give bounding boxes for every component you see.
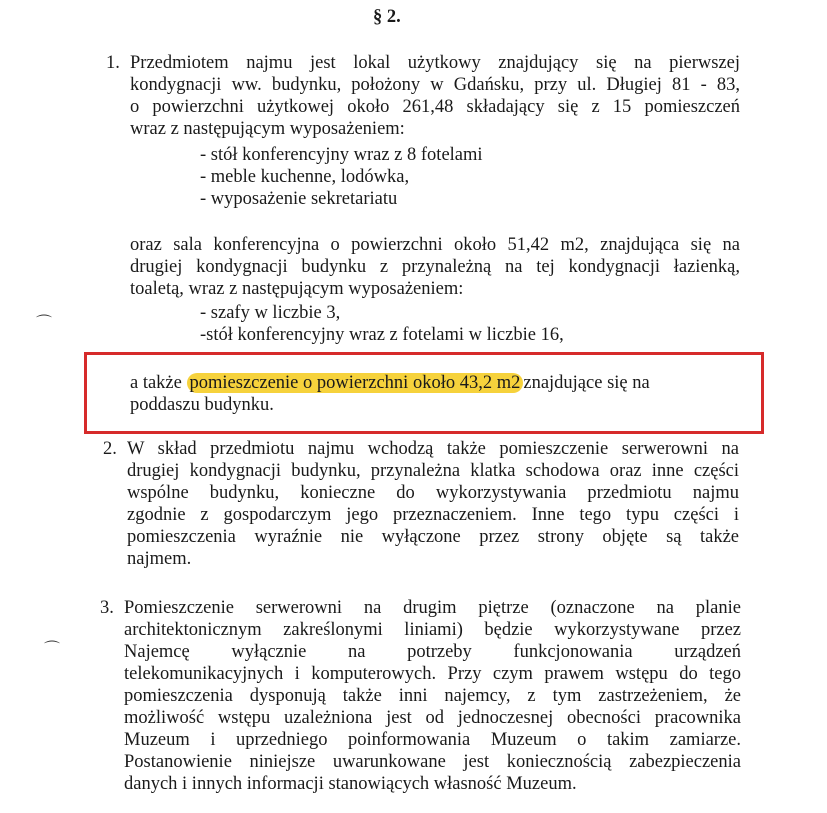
list-item: - szafy w liczbie 3, <box>200 303 341 323</box>
paragraph-2 <box>127 438 739 570</box>
paragraph-2-number: 2. <box>103 439 117 459</box>
paragraph-1-line: o powierzchni użytkowej około 261,48 składający się z 15 pomieszczeń <box>130 97 740 117</box>
list-item: - wyposażenie sekretariatu <box>200 189 398 209</box>
list-item: - meble kuchenne, lodówka, <box>200 167 410 187</box>
equipment-list-2 <box>200 302 564 346</box>
paragraph-3-number: 3. <box>100 598 114 618</box>
paragraph-2-line: W skład przedmiotu najmu wchodzą także pomieszczenie serwerowni na <box>127 439 739 459</box>
equipment-list <box>200 144 483 210</box>
highlight-line-2: poddaszu budynku. <box>130 395 274 415</box>
paragraph-1-line: Przedmiotem najmu jest lokal użytkowy znajdujący się na pierwszej <box>130 53 740 73</box>
paragraph-1-number: 1. <box>106 53 120 73</box>
paragraph-1-line: toaletą, wraz z następującym wyposażeniem: <box>130 279 464 299</box>
paragraph-2-line: zgodnie z gospodarczym jego przeznaczeniem. Inne tego typu części i <box>127 505 739 525</box>
paragraph-1-line: wraz z następującym wyposażeniem: <box>130 119 405 139</box>
paragraph-2-line: drugiej kondygnacji budynku, przynależna klatka schodowa oraz inne części <box>127 461 739 481</box>
paragraph-1-line: kondygnacji ww. budynku, położony w Gdańsku, przy ul. Długiej 81 - 83, <box>130 75 740 95</box>
paragraph-3-line: danych i innych informacji stanowiących własność Muzeum. <box>124 774 577 794</box>
list-item: - stół konferencyjny wraz z 8 fotelami <box>200 145 483 165</box>
paragraph-3-line: Muzeum i uprzedniego poinformowania Muzeum o takim zamiarze. <box>124 730 741 750</box>
paragraph-1-line: oraz sala konferencyjna o powierzchni około 51,42 m2, znajdująca się na <box>130 235 740 255</box>
paragraph-3-line: telekomunikacyjnych i komputerowych. Przy czym prawem wstępu do tego <box>124 664 741 684</box>
highlighted-text: pomieszczenie o powierzchni około 43,2 m2 <box>187 373 524 393</box>
paragraph-2-line: wspólne budynku, konieczne do wykorzystywania przedmiotu najmu <box>127 483 739 503</box>
paragraph-3-line: możliwość wstępu uzależniona jest od jednoczesnej obecności pracownika <box>124 708 741 728</box>
paragraph-3-line: architektonicznym zakreślonymi liniami) będzie wykorzystywane przez <box>124 620 741 640</box>
paragraph-1-line: drugiej kondygnacji budynku z przynależną na tej kondygnacji łazienką, <box>130 257 740 277</box>
section-heading: § 2. <box>373 7 401 27</box>
paragraph-3-line: Postanowienie niniejsze uwarunkowane jest koniecznością zabezpieczenia <box>124 752 741 772</box>
paragraph-2-line: pomieszczenia wyraźnie nie wyłączone przez strony objęte są także <box>127 527 739 547</box>
highlighted-paragraph <box>130 372 750 416</box>
paragraph-3-line: Najemcę wyłącznie na potrzeby funkcjonowania urządzeń <box>124 642 741 662</box>
paragraph-3 <box>124 597 741 795</box>
highlight-suffix: znajdujące się na <box>523 373 650 393</box>
paragraph-3-line: Pomieszczenie serwerowni na drugim piętrze (oznaczone na planie <box>124 598 741 618</box>
margin-mark: ⌒ <box>36 315 53 332</box>
paragraph-2-line: najmem. <box>127 549 192 569</box>
list-item: -stół konferencyjny wraz z fotelami w liczbie 16, <box>200 325 564 345</box>
margin-mark: ⌒ <box>44 641 61 658</box>
highlight-prefix: a także <box>130 373 182 393</box>
paragraph-1 <box>130 52 740 140</box>
paragraph-1-continuation <box>130 234 740 300</box>
paragraph-3-line: pomieszczenia dysponują także inni najemcy, z tym zastrzeżeniem, że <box>124 686 741 706</box>
